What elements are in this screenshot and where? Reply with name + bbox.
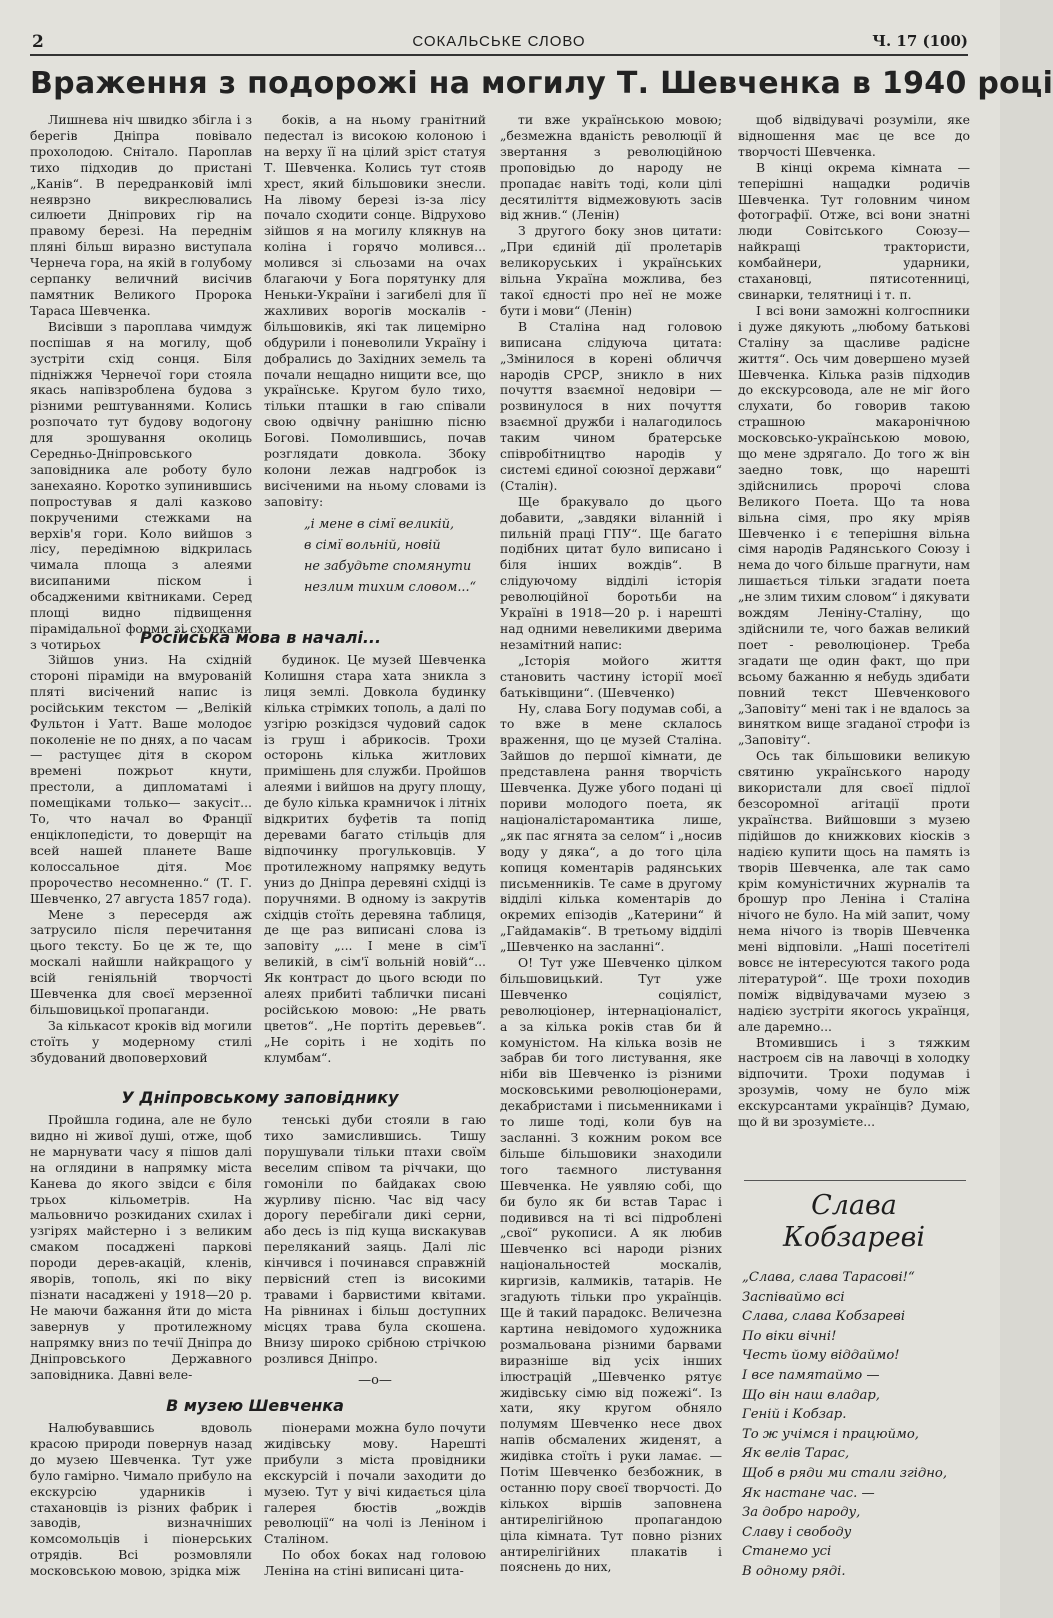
poem-line: То ж учімся і працюймо, — [742, 1426, 920, 1442]
column-2-section4 — [264, 1420, 486, 1610]
column-1-top — [30, 112, 252, 652]
page-header — [30, 28, 968, 56]
page-number: 2 — [32, 32, 44, 52]
paragraph: боків, а на ньому гранітний педестал із високою колоною і на верху її на цілий зріст статуя Т. Шевченка. Колись тут стояв хрест, який більшовики знесли. На лівому березі із-за лісу почало сходити сонце. Відрухово зійшов я на могилу клякнув на коліна і горячо молився... молився зі сльозами на очах благаючи у Бога порятунку для Неньки-України і загибелі для її жахливих ворогів москалів - більшовиків, які так лицемірно обдурили і поневолили Україну і добрались до Західних земель та почали нещадно нищити все, що українське. Кругом було тихо, тільки пташки в гаю співали свою одвічну ранішню пісню Богові. Помолившись, почав розглядати довкола. Збоку колони лежав надгробок із висіченими на ньому словами із заповіту: — [264, 112, 486, 509]
article-headline: Враження з подорожі на могилу Т. Шевченка в 1940 році — [30, 66, 1053, 101]
section-title-russian: Російська мова в началі... — [140, 628, 382, 647]
poem-line: Заспіваймо всі — [742, 1289, 845, 1305]
paragraph: Лишнева ніч швидко збігла і з берегів Дніпра повівало прохолодою. Снітало. Пароплав тихо підходив до пристані „Канів“. В передранковій імлі неяврзно викреслювались силюети Дніпрових гір на правому березі. На переднім пляні більш виразно виступала Чернеча гора, на якій в голубому серпанку величний висічив памятник Великого Пророка Тараса Шевченка. — [30, 112, 252, 318]
paragraph: О! Тут уже Шевченко цілком більшовицький. Тут уже Шевченко соціяліст, революціонер, інтернаціоналіст, а за кілька років став би й комуністом. На кілька возів не забрав би того листування, яке ніби вів Шевченко із різними московськими революціонерами, декабристами і письменниками і то лише тоді, коли був на засланні. З кожним роком все більше більшовики знаходили того таємного листування Шевченка. Не уявляю собі, що би було як би встав Тарас і подивився на ті всі підроблені „свої“ рукописи. А як любив Шевченко всі народи різних національностей москалів, киргизів, калмиків, татарів. Не згадують тільки про українців. Ще й такий парадокс. Величезна картина невідомого художника розмальована різними барвами виразніше від усіх інших ілюстрацій „Шевченко рятує жидівську сімю від пожежі“. Із хати, яку кругом обняло полумям Шевченко несе двох напів обсмалених жиденят, а жидівка стоїть і руки ламає. — Потім Шевченко безбожник, в останню пору своєї творчості. До кількох віршів заповнена антирелігійною пропагандою ціла кімната. Тут повно різних антирелігійних плакатів і пояснень до них, — [500, 955, 722, 1575]
paragraph: Втомившись і з тяжким настроєм сів на лавочці в холодку відпочити. Трохи подумав і зрозумів, чому не було між екскурсантами українців? Думаю, що й ви зрозумієте... — [738, 1034, 970, 1130]
column-1-section4 — [30, 1420, 252, 1610]
poem-line: По віки вічні! — [742, 1328, 837, 1344]
poem-line: За добро народу, — [742, 1505, 861, 1521]
paragraph: Ще бракувало до цього добавити, „завдяки віланній і пильній праці ГПУ“. Ще багато подібних цитат було виписано і біля інших вождів“. В слідуючому відділі історія революційної боротьби на Україні в 1918—20 р. і нарешті над одними невеликими дверима незамітний напис: — [500, 493, 722, 652]
poem-line: Станемо усі — [742, 1544, 832, 1560]
poem-line: Слава, слава Кобзареві — [742, 1309, 906, 1325]
paragraph: щоб відвідувачі розуміли, яке відношення має це все до творчості Шевченка. — [738, 112, 970, 159]
paragraph: піонерами можна було почути жидівську мову. Нарешті прибули з міста провідники екскурсій і почали заходити до музею. Тут у вічі кидається ціла галерея бюстів „вождів революції“ на чолі із Леніном і Сталіном. — [264, 1420, 486, 1547]
testament-quote — [264, 514, 486, 598]
poem-line: В одному ряді. — [742, 1563, 846, 1579]
poem-line: Щоб в ряди ми стали згідно, — [742, 1465, 948, 1481]
paragraph: Налюбувавшись вдоволь красою природи повернув назад до музею Шевченка. Тут уже було гамірно. Чимало прибуло на екскурсію ударників і стахановців із різних фабрик і заводів, визначніших комсомольців і піонерських отрядів. Всі розмовляли московською мовою, зрідка між — [30, 1420, 252, 1579]
poem-line: Честь йому віддаймо! — [742, 1348, 900, 1364]
issue-number: Ч. 17 (100) — [872, 32, 968, 50]
quote-line: в сімї вольній, новій — [304, 537, 441, 553]
poem-line: Славу і свободу — [742, 1524, 852, 1540]
paragraph: З другого боку знов цитати: „При єдиній дії пролетарів великоруських і українських вільна Україна можлива, без такої єдності про неї не може бути і мови“ (Ленін) — [500, 223, 722, 318]
poem-title-line-1: Слава — [811, 1190, 897, 1221]
poem-line: „Слава, слава Тарасові!“ — [742, 1270, 915, 1285]
poem-separator-rule — [744, 1180, 966, 1181]
column-1-section2 — [30, 652, 252, 1078]
poem-line: Як настане час. — — [742, 1485, 875, 1501]
column-4 — [738, 112, 970, 1174]
poem-title-line-2: Кобзареві — [782, 1222, 926, 1253]
quote-line: незлим тихим словом...“ — [304, 579, 477, 595]
paragraph: тенські дуби стояли в гаю тихо замислившись. Тишу порушували тільки птахи своїм веселим співом та річчаки, що гомоніли по байдаках свою журливу пісню. Час від часу дорогу перебігали дикі серни, або десь із під куща вискакував переляканий заяць. Далі ліс кінчився і починався справжній первісний степ із високими травами і барвистими квітами. На рівнинах і більш доступних місцях трава була скошена. Внизу широко срібною стрічкою розлився Дніпро. — [264, 1112, 486, 1366]
paragraph: В кінці окрема кімната — теперішні нащадки родичів Шевченка. Тут головним чином фотографії. Отже, всі вони знатні люди Совітського Союзу—найкращі трактористи, комбайнери, ударники, стахановці, пятисотенниці, свинарки, телятниці і т. п. — [738, 159, 970, 302]
poem-box — [738, 1190, 970, 1600]
paragraph: Пройшла година, але не було видно ні живої душі, отже, щоб не марнувати часу я пішов далі на оглядини в напрямку міста Канева до якого звідси є біля трьох кільометрів. На мальовничо розкиданих схилах і узгірях майстерно і з великим смаком посаджені паркові породи дерев-акацій, кленів, яворів, тополь, які по віку пізнати насаджені у 1918—20 р. Не маючи бажання йти до міста завернув у протилежному напрямку вниз по течії Дніпра до Дніпровського Державного заповідника. Давні веле- — [30, 1112, 252, 1382]
paragraph: Ось так більшовики великую святиню українського народу використали для своєї підлої безсоромної агітації проти українства. Вийшовши з музею підійшов до книжкових кіосків з надією купити щось на память із творів Шевченка, але так само крім комуністичних журналів та брошур про Леніна і Сталіна нічого не було. На мій запит, чому нема нічого із творів Шевченка мені відповіли. „Наші посетітелі вовсє не інтересуются такого рода літературой“. Ще трохи походив поміж відвідувачами музею з надією зустріти якогось українця, але даремно... — [738, 748, 970, 1034]
poem-line: Що він наш владар, — [742, 1387, 880, 1403]
paragraph: По обох боках над головою Леніна на стіні виписані цита- — [264, 1547, 486, 1579]
paragraph: Мене з пересердя аж затрусило після перечитання цього тексту. Бо це ж те, що москалі найшли найкращого у всій геніяльній творчості Шевченка для своєї мерзенної більшовицької пропаганди. — [30, 906, 252, 1017]
column-2-section3 — [264, 1112, 486, 1392]
poem-lines — [738, 1268, 970, 1582]
poem-line: І все памятаймо — — [742, 1367, 880, 1383]
paragraph: Ну, слава Богу подумав собі, а то вже в мене склалось враження, що це музей Сталіна. Зайшов до першої кімнати, де представлена рання творчість Шевченка. Дуже убого подані ці пориви молодого поета, як націоналістаромантика лише, „як пас ягнята за селом“ і „носив воду у дяка“, а до того ціла копиця коментарів радянських письменників. Те саме в другому відділі кілька коментарів до окремих епізодів „Катерини“ й „Гайдамаків“. В третьому відділі „Шевченко на засланні“. — [500, 700, 722, 955]
paragraph: В Сталіна над головою виписана слідуюча цитата: „Змінилося в корені обличчя народів СРСР, зникло в них почуття взаємної недовіри — розвинулося в них почуття взаємної дружби і налагодилось таким чином братерське співробітництво народів у системі єдиної союзної держави“ (Сталін). — [500, 318, 722, 493]
column-1-section3 — [30, 1112, 252, 1392]
paragraph: „Історія мойого життя становить частину історії моєї батьківщини“. (Шевченко) — [500, 652, 722, 700]
quote-line: не забудьте спомянути — [304, 558, 472, 574]
quote-line: „і мене в сімї великій, — [304, 516, 455, 532]
poem-line: Як велів Тарас, — [742, 1446, 850, 1462]
section-title-museum: В музею Шевченка — [166, 1396, 344, 1415]
column-3 — [500, 112, 722, 1610]
poem-line: Геній і Кобзар. — [742, 1407, 847, 1423]
paragraph: ти вже українською мовою; „безмежна вданість революції й звертання з революційною проповідью до народу не пропадає навіть тоді, коли цілі десятиліття відмежовують засів від жнив.“ (Ленін) — [500, 112, 722, 223]
paragraph: І всі вони заможні колгоспники і дуже дякують „любому батькові Сталіну за щасливе радісне життя“. Ось чим довершено музей Шевченка. Кілька разів підходив до екскурсовода, але не міг його слухати, бо говорив такою страшною макаронічною московсько-українською мовою, що мене здрягало. До того ж він заедно товк, що нарешті здійснились пророчі слова Великого Поета. Що та нова вільна сімя, про яку мріяв Шевченко і є теперішня вільна сімя народів Радянського Союзу і нема до чого більше прагнути, нам лишається тільки згадати поета „не злим тихим словом“ і дякувати вождям Леніну-Сталіну, що здійснили те, чого бажав великий поет - революціонер. Треба згадати ще один факт, що при всьому бажанню я небудь здибати повний текст Шевченкового „Заповіту“ мені так і не вдалось за винятком вище згаданої строфи із „Заповіту“. — [738, 302, 970, 748]
section-divider: —о— — [358, 1372, 392, 1388]
paragraph: Висівши з пароплава чимдуж поспішав я на могилу, щоб зустріти схід сонця. Біля підніжжя Чернечої гори стояла якась напівзроблена будова з різними рештуваннями. Колись розпочато тут будову водогону для зрошування околиць Середньо-Дніпровського заповідника але роботу було занехаяно. Коротко зупинившись попростував я далі казково покрученими стежками на верхів'я гори. Коло вийшов з лісу, передімною відкрилась чимала площа з алеями висипаними піском і обсадженими квітниками. Серед площі видно підвищення пірамідальної форми зі сходками з чотирьох — [30, 318, 252, 652]
section-title-dnipro: У Дніпровському заповіднику — [121, 1088, 399, 1107]
column-2-section2 — [264, 652, 486, 1078]
column-2-top — [264, 112, 486, 622]
paragraph: Зійшов униз. На східній стороні піраміди на вмурованій пляті висічений напис із російським текстом — „Велікій Фультон і Уатт. Ваше молодоє поколеніе не по днях, а по часам — растущеє дітя в скором времені пожрьот кнути, престоли, а дипломатамі і помещіками только— закусіт... То, что начал во Франції енціклопедісти, то доверщіт на всей нашей планете Ваше колоссальное дітя. Моє пророчество несомненно.“ (Т. Г. Шевченко, 27 августа 1857 года). — [30, 652, 252, 906]
paragraph: будинок. Це музей Шевченка Колишня стара хата зникла з лиця землі. Довкола будинку кілька стрімких тополь, а далі по узгірю розкідзся чудовий садок із груш і абрикосів. Трохи осторонь кілька житлових примішень для служби. Пройшов алеями і вийшов на другу площу, де було кілька крамничок і літніх відкритих буфетів та попід деревами багато стільців для відпочинку прогульковців. У протилежному напрямку ведуть униз до Дніпра деревяні східці із поручнями. В одному із закрутів східців стоїть деревяна таблиця, де ще раз виписані слова із заповіту „... І мене в сім'ї великій, в сім'ї вольній новій“... Як контраст до цього всюди по алеях прибиті таблички писані російською мовою: „Не рвать цветов“. „Не портіть деревьев“. „Не соріть і не ходіть по клумбам“. — [264, 652, 486, 1065]
masthead: СОКАЛЬСЬКЕ СЛОВО — [412, 33, 586, 50]
paragraph: За кількасот кроків від могили стоїть у модерному стилі збудований двоповерховий — [30, 1017, 252, 1065]
